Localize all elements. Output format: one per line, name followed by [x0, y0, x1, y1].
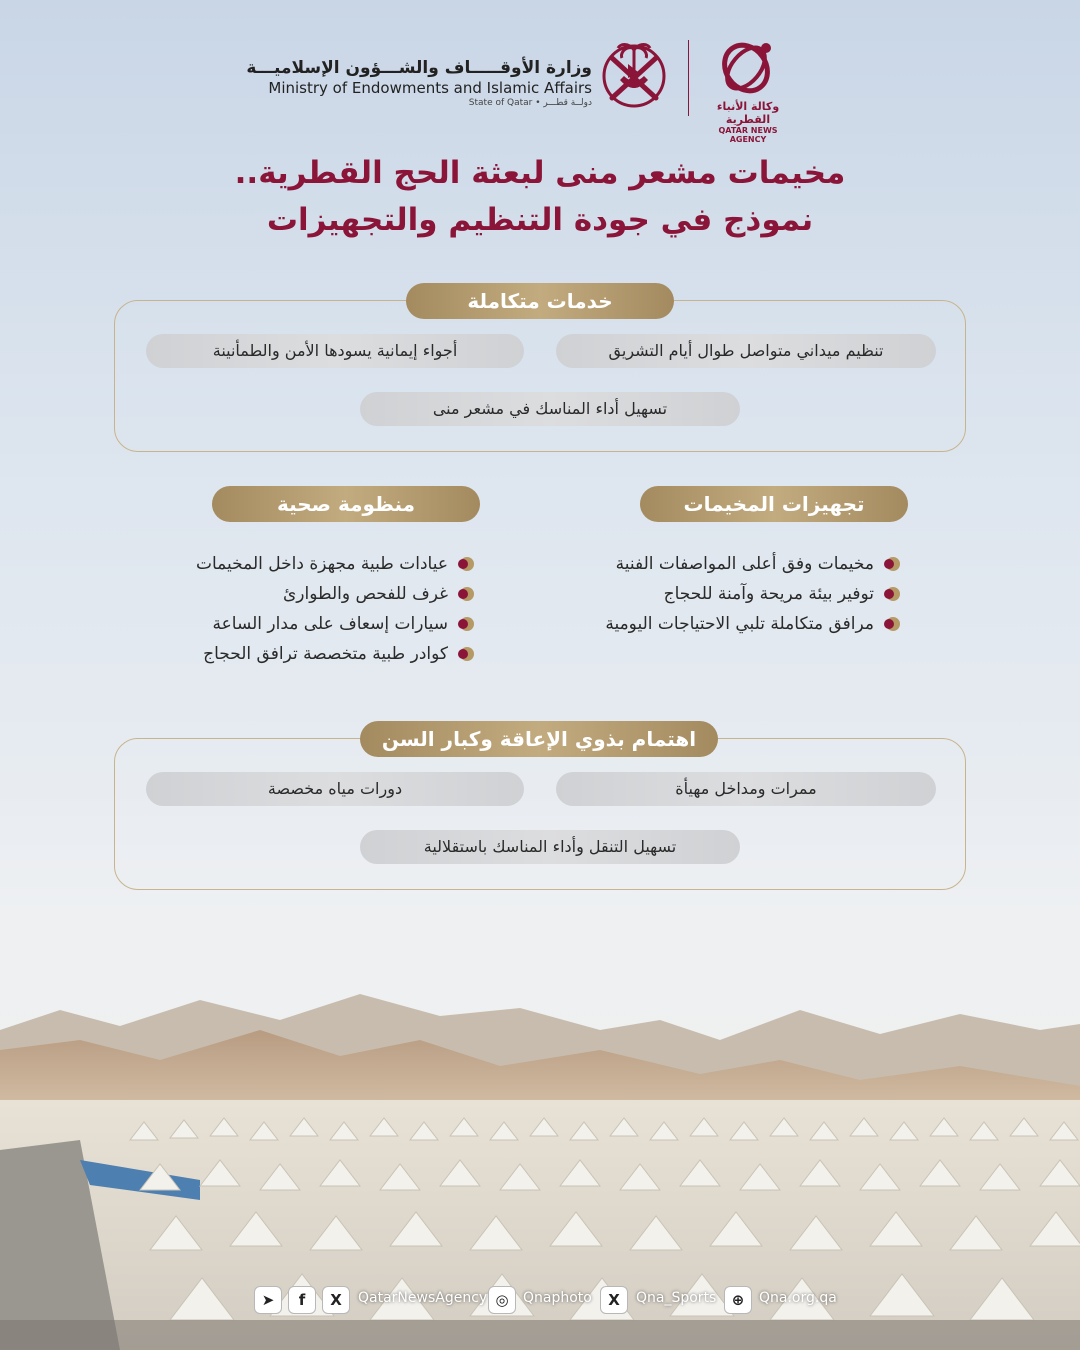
list-item: غرف للفحص والطوارئ: [140, 579, 474, 609]
qna-logo-icon: [716, 38, 780, 96]
ministry-name-english: Ministry of Endowments and Islamic Affairs: [268, 79, 592, 97]
x-icon[interactable]: X: [322, 1286, 350, 1314]
accessibility-item: تسهيل التنقل وأداء المناسك باستقلالية: [360, 830, 740, 864]
header: [0, 36, 1080, 144]
bullet-icon: [454, 617, 474, 631]
globe-icon[interactable]: ⊕: [724, 1286, 752, 1314]
ministry-name-block: [246, 58, 592, 108]
ministry-state: State of Qatar • دولــة قطـــر: [468, 98, 592, 108]
ministry-name-arabic: وزارة الأوقـــــاف والشـــؤون الإسلاميـــة: [246, 58, 592, 78]
telegram-icon[interactable]: ➤: [254, 1286, 282, 1314]
accessibility-item: دورات مياه مخصصة: [146, 772, 524, 806]
accessibility-item: ممرات ومداخل مهيأة: [556, 772, 936, 806]
integrated-services-item: تنظيم ميداني متواصل طوال أيام التشريق: [556, 334, 936, 368]
list-item: سيارات إسعاف على مدار الساعة: [140, 609, 474, 639]
bullet-icon: [880, 587, 900, 601]
list-item: مخيمات وفق أعلى المواصفات الفنية: [560, 549, 900, 579]
qatar-emblem-icon: [598, 36, 670, 118]
list-item: عيادات طبية مجهزة داخل المخيمات: [140, 549, 474, 579]
accessibility-heading: اهتمام بذوي الإعاقة وكبار السن: [360, 721, 718, 757]
facebook-icon[interactable]: f: [288, 1286, 316, 1314]
camp-equipment-list: [560, 549, 900, 639]
qna-name-english: QATAR NEWS AGENCY: [718, 126, 778, 144]
agency-handle[interactable]: QatarNewsAgency: [358, 1290, 488, 1306]
social-bar: [0, 1282, 1080, 1318]
website-link[interactable]: Qna.org.qa: [759, 1290, 837, 1306]
bullet-icon: [454, 557, 474, 571]
bullet-icon: [454, 647, 474, 661]
page-title: [0, 150, 1080, 244]
accessibility-box: [114, 738, 966, 890]
list-item: توفير بيئة مريحة وآمنة للحجاج: [560, 579, 900, 609]
list-item: مرافق متكاملة تلبي الاحتياجات اليومية: [560, 609, 900, 639]
bullet-icon: [454, 587, 474, 601]
instagram-handle[interactable]: Qnaphoto: [523, 1290, 592, 1306]
title-line-2: نموذج في جودة التنظيم والتجهيزات: [266, 202, 814, 238]
integrated-services-heading: خدمات متكاملة: [406, 283, 674, 319]
integrated-services-item: تسهيل أداء المناسك في مشعر منى: [360, 392, 740, 426]
health-system-list: [140, 549, 474, 669]
integrated-services-box: [114, 300, 966, 452]
qna-logo: [702, 38, 794, 144]
header-divider: [688, 40, 689, 116]
title-line-1: مخيمات مشعر منى لبعثة الحج القطرية..: [234, 155, 846, 191]
bullet-icon: [880, 617, 900, 631]
health-system-heading: منظومة صحية: [212, 486, 480, 522]
x-sports-handle[interactable]: Qna_Sports: [636, 1290, 717, 1306]
integrated-services-item: أجواء إيمانية يسودها الأمن والطمأنينة: [146, 334, 524, 368]
instagram-icon[interactable]: ◎: [488, 1286, 516, 1314]
x-sports-icon[interactable]: X: [600, 1286, 628, 1314]
camp-equipment-heading: تجهيزات المخيمات: [640, 486, 908, 522]
bullet-icon: [880, 557, 900, 571]
list-item: كوادر طبية متخصصة ترافق الحجاج: [140, 639, 474, 669]
qna-name-arabic: وكالة الأنباء القطرية: [716, 100, 780, 126]
